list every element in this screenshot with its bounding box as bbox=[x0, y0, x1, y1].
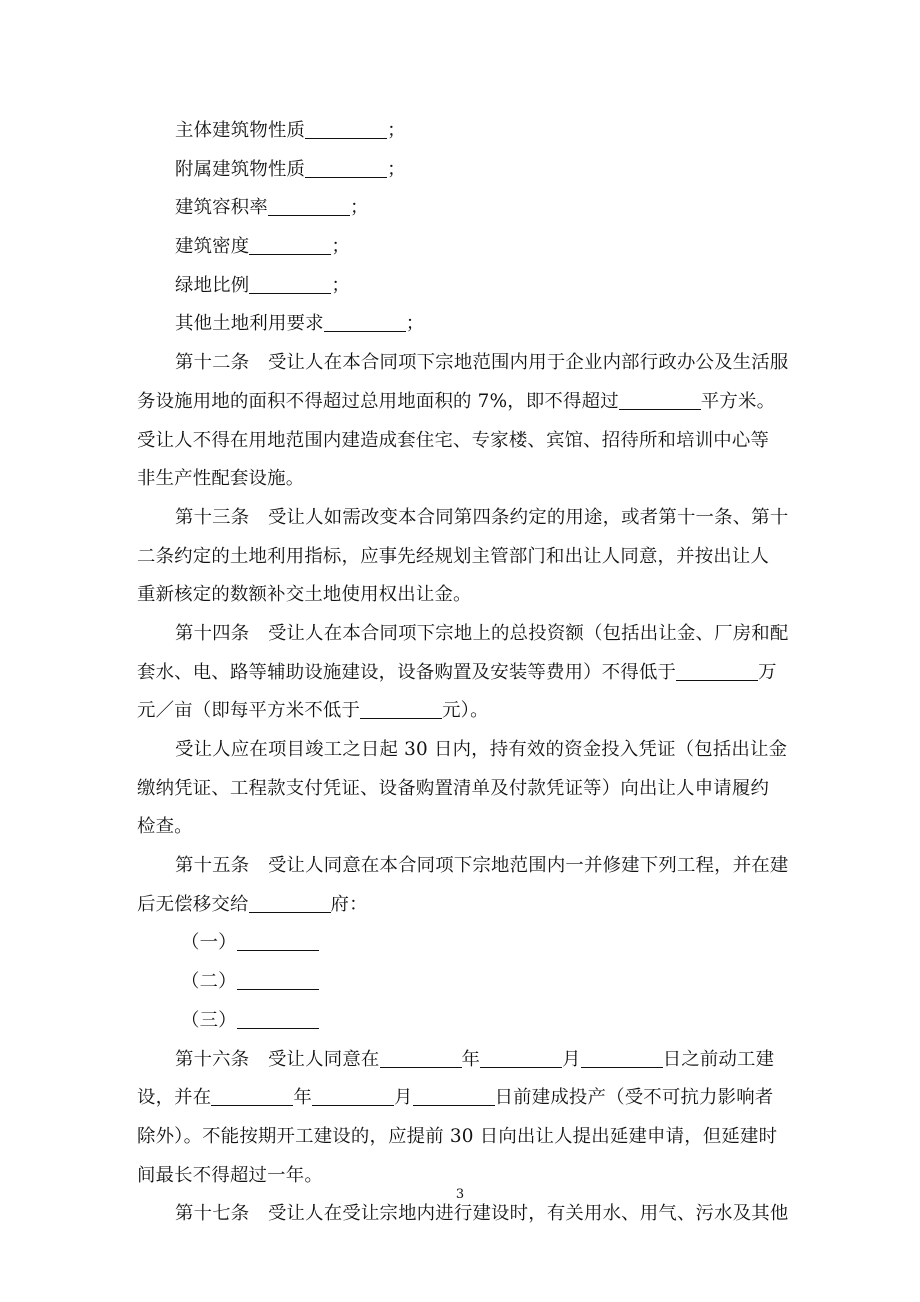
article-12-line-1: 第十二条 受让人在本合同项下宗地范围内用于企业内部行政办公及生活服 bbox=[175, 352, 789, 374]
article-14-line-1: 第十四条 受让人在本合同项下宗地上的总投资额（包括出让金、厂房和配 bbox=[175, 622, 789, 644]
fill-in-blank bbox=[237, 1027, 319, 1029]
fill-in-blank bbox=[380, 1066, 462, 1068]
fill-in-blank bbox=[249, 292, 331, 294]
fill-in-blank bbox=[305, 137, 387, 139]
article-14-extra-line-3: 检查。 bbox=[137, 816, 193, 838]
line-text: 其他土地利用要求 bbox=[175, 313, 324, 335]
fill-in-blank bbox=[237, 988, 319, 990]
line-text: ； bbox=[405, 313, 425, 335]
auxiliary-building-nature-line bbox=[137, 151, 797, 190]
item-label: （一） bbox=[181, 932, 237, 954]
line-text: 建筑容积率 bbox=[175, 197, 268, 219]
fill-in-blank bbox=[413, 1104, 495, 1106]
line-text: 套水、电、路等辅助设施建设，设备购置及安装等费用）不得低于 bbox=[137, 661, 677, 683]
document-body bbox=[137, 112, 797, 1234]
fill-in-blank bbox=[249, 253, 331, 255]
article-15-line-2 bbox=[137, 886, 797, 925]
page-number: 3 bbox=[455, 1187, 465, 1202]
item-label: （三） bbox=[181, 1009, 237, 1031]
line-text: 月 bbox=[393, 1087, 413, 1109]
line-text: 平方米。 bbox=[700, 390, 776, 412]
fill-in-blank bbox=[268, 214, 350, 216]
main-building-nature-line bbox=[137, 112, 797, 151]
article-12-line-3: 受让人不得在用地范围内建造成套住宅、专家楼、宾馆、招待所和培训中心等 bbox=[137, 429, 770, 451]
line-text: 日之前动工建 bbox=[662, 1048, 775, 1070]
project-item-1 bbox=[137, 924, 797, 963]
project-item-3 bbox=[137, 1002, 797, 1041]
line-text: ； bbox=[387, 120, 406, 141]
fill-in-blank bbox=[676, 679, 758, 681]
article-13-line-3: 重新核定的数额补交土地使用权出让金。 bbox=[137, 584, 472, 606]
fill-in-blank bbox=[211, 1104, 293, 1106]
fill-in-blank bbox=[360, 717, 442, 719]
project-item-2 bbox=[137, 963, 797, 1002]
line-text: 年 bbox=[461, 1048, 481, 1070]
fill-in-blank bbox=[581, 1066, 663, 1068]
line-text: ； bbox=[331, 274, 350, 296]
article-13-line-2: 二条约定的土地利用指标，应事先经规划主管部门和出让人同意，并按出让人 bbox=[137, 545, 770, 567]
line-text: 设，并在 bbox=[137, 1087, 212, 1109]
article-16-line-2 bbox=[137, 1079, 797, 1118]
line-text: 元）。 bbox=[442, 700, 489, 722]
article-12-line-2 bbox=[137, 383, 797, 422]
line-text: 元／亩（即每平方米不低于 bbox=[137, 700, 361, 722]
fill-in-blank bbox=[305, 176, 387, 178]
building-density-line bbox=[137, 228, 797, 267]
article-14-line-2 bbox=[137, 654, 797, 693]
line-text: 日前建成投产（受不可抗力影响者 bbox=[494, 1087, 774, 1109]
fill-in-blank bbox=[237, 949, 319, 951]
fill-in-blank bbox=[312, 1104, 394, 1106]
article-14-extra-line-1: 受让人应在项目竣工之日起 30 日内，持有效的资金投入凭证（包括出让金 bbox=[175, 739, 788, 760]
article-17-line-1: 第十七条 受让人在受让宗地内进行建设时，有关用水、用气、污水及其他 bbox=[175, 1203, 789, 1225]
article-15-line-1: 第十五条 受让人同意在本合同项下宗地范围内一并修建下列工程，并在建 bbox=[175, 855, 789, 877]
line-text: 府： bbox=[330, 893, 368, 915]
line-text: 后无偿移交给 bbox=[137, 893, 249, 915]
line-text: 月 bbox=[562, 1048, 581, 1070]
fill-in-blank bbox=[619, 408, 701, 410]
item-label: （二） bbox=[181, 971, 237, 993]
article-16-line-3: 除外）。不能按期开工建设的，应提前 30 日向出让人提出延建申请，但延建时 bbox=[137, 1125, 778, 1147]
line-text: 年 bbox=[293, 1087, 312, 1109]
fill-in-blank bbox=[249, 911, 331, 913]
article-13-line-1: 第十三条 受让人如需改变本合同第四条约定的用途，或者第十一条、第十 bbox=[175, 506, 789, 528]
other-land-use-line bbox=[137, 305, 797, 344]
line-text: 主体建筑物性质 bbox=[175, 120, 306, 141]
line-text: 绿地比例 bbox=[175, 274, 250, 296]
fill-in-blank bbox=[480, 1066, 562, 1068]
line-text: 万 bbox=[758, 661, 777, 683]
article-12-line-4: 非生产性配套设施。 bbox=[137, 468, 305, 490]
line-text: ； bbox=[331, 236, 350, 258]
line-text: 附属建筑物性质 bbox=[175, 158, 306, 180]
article-14-extra-line-2: 缴纳凭证、工程款支付凭证、设备购置清单及付款凭证等）向出让人申请履约 bbox=[137, 777, 770, 799]
line-text: 第十六条 受让人同意在 bbox=[175, 1048, 380, 1070]
green-ratio-line bbox=[137, 267, 797, 306]
floor-area-ratio-line bbox=[137, 189, 797, 228]
line-text: ； bbox=[349, 197, 369, 219]
article-14-line-3 bbox=[137, 692, 797, 731]
line-text: ； bbox=[387, 158, 406, 180]
line-text: 建筑密度 bbox=[175, 236, 250, 258]
line-text: 务设施用地的面积不得超过总用地面积的 7%，即不得超过 bbox=[137, 390, 619, 412]
fill-in-blank bbox=[324, 330, 406, 332]
article-16-line-4: 间最长不得超过一年。 bbox=[137, 1164, 323, 1186]
article-16-line-1 bbox=[137, 1041, 797, 1080]
